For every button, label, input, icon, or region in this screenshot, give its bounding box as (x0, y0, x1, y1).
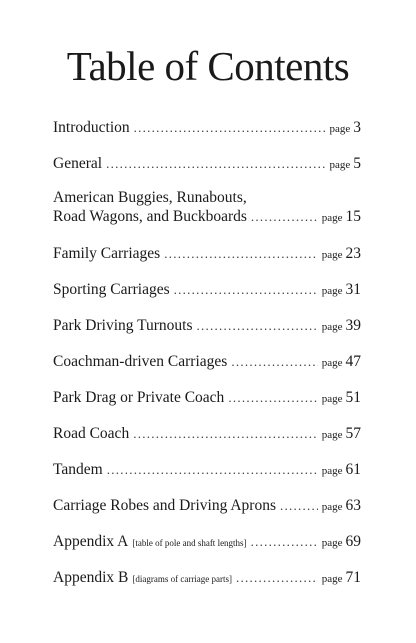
page-word: page (321, 249, 343, 261)
page-title: Table of Contents (66, 43, 350, 89)
toc-entry-family-carriages[interactable] (53, 244, 361, 265)
toc-entry-label-line1: American Buggies, Runabouts, (53, 189, 247, 206)
toc-entry-label: Carriage Robes and Driving Aprons (53, 497, 276, 514)
page-word: page (321, 501, 343, 513)
toc-entry-tandem[interactable] (53, 460, 361, 481)
page-number: 31 (345, 281, 361, 298)
toc-entry-note: [diagrams of carriage parts] (132, 574, 233, 584)
page-number: 51 (345, 389, 361, 406)
toc-entry-road-coach[interactable] (53, 424, 361, 445)
page-word: page (321, 212, 343, 224)
toc-entry-american-buggies[interactable] (53, 188, 361, 228)
page-number: 5 (353, 155, 361, 172)
toc-entry-sporting-carriages[interactable] (53, 280, 361, 301)
dot-leader (164, 244, 318, 263)
toc-entry-label: Introduction (53, 119, 130, 136)
dot-leader (251, 532, 318, 551)
page-word: page (329, 123, 351, 135)
page-number: 15 (345, 208, 361, 225)
page-number: 47 (345, 353, 361, 370)
dot-leader (236, 568, 318, 587)
toc-entry-coachman-driven-carriages[interactable] (53, 352, 361, 373)
page-word: page (321, 429, 343, 441)
page-word: page (321, 357, 343, 369)
page-number: 23 (345, 245, 361, 262)
toc-entry-label: Coachman-driven Carriages (53, 353, 228, 370)
page-number: 63 (345, 497, 361, 514)
toc-entry-park-driving-turnouts[interactable] (53, 316, 361, 337)
page-number: 71 (345, 569, 361, 586)
dot-leader (133, 424, 318, 443)
toc-entry-park-drag[interactable] (53, 388, 361, 409)
dot-leader (197, 316, 318, 335)
page-number: 61 (345, 461, 361, 478)
toc-entry-general[interactable] (53, 154, 361, 175)
page-word: page (329, 159, 351, 171)
dot-leader (251, 207, 318, 226)
toc-entry-label: Family Carriages (53, 245, 161, 262)
page-word: page (321, 465, 343, 477)
toc-entry-appendix-a[interactable] (53, 532, 361, 553)
page-word: page (321, 537, 343, 549)
dot-leader (231, 352, 317, 371)
dot-leader (134, 118, 326, 137)
dot-leader (228, 388, 317, 407)
toc-entry-label: Road Wagons, and Buckboards (53, 208, 247, 225)
page-word: page (321, 321, 343, 333)
toc-entry-label: Park Drag or Private Coach (53, 389, 225, 406)
page-word: page (321, 573, 343, 585)
page-number: 3 (353, 119, 361, 136)
page-word: page (321, 393, 343, 405)
toc-entry-label: Appendix B (53, 569, 129, 586)
toc-entry-appendix-b[interactable] (53, 568, 361, 589)
dot-leader (107, 460, 318, 479)
toc-entry-label: Park Driving Turnouts (53, 317, 193, 334)
toc-entry-label: General (53, 155, 103, 172)
toc-entry-label: Sporting Carriages (53, 281, 170, 298)
toc-entry-note: [table of pole and shaft lengths] (132, 538, 247, 548)
page-number: 39 (345, 317, 361, 334)
page-number: 57 (345, 425, 361, 442)
page-number: 69 (345, 533, 361, 550)
toc-entry-label: Road Coach (53, 425, 130, 442)
dot-leader (280, 496, 318, 515)
toc-entry-label: Appendix A (53, 533, 129, 550)
page-word: page (321, 285, 343, 297)
toc-entry-label: Tandem (53, 461, 103, 478)
dot-leader (174, 280, 318, 299)
toc-entry-carriage-robes[interactable] (53, 496, 361, 517)
dot-leader (106, 154, 325, 173)
toc-entry-introduction[interactable] (53, 118, 361, 139)
